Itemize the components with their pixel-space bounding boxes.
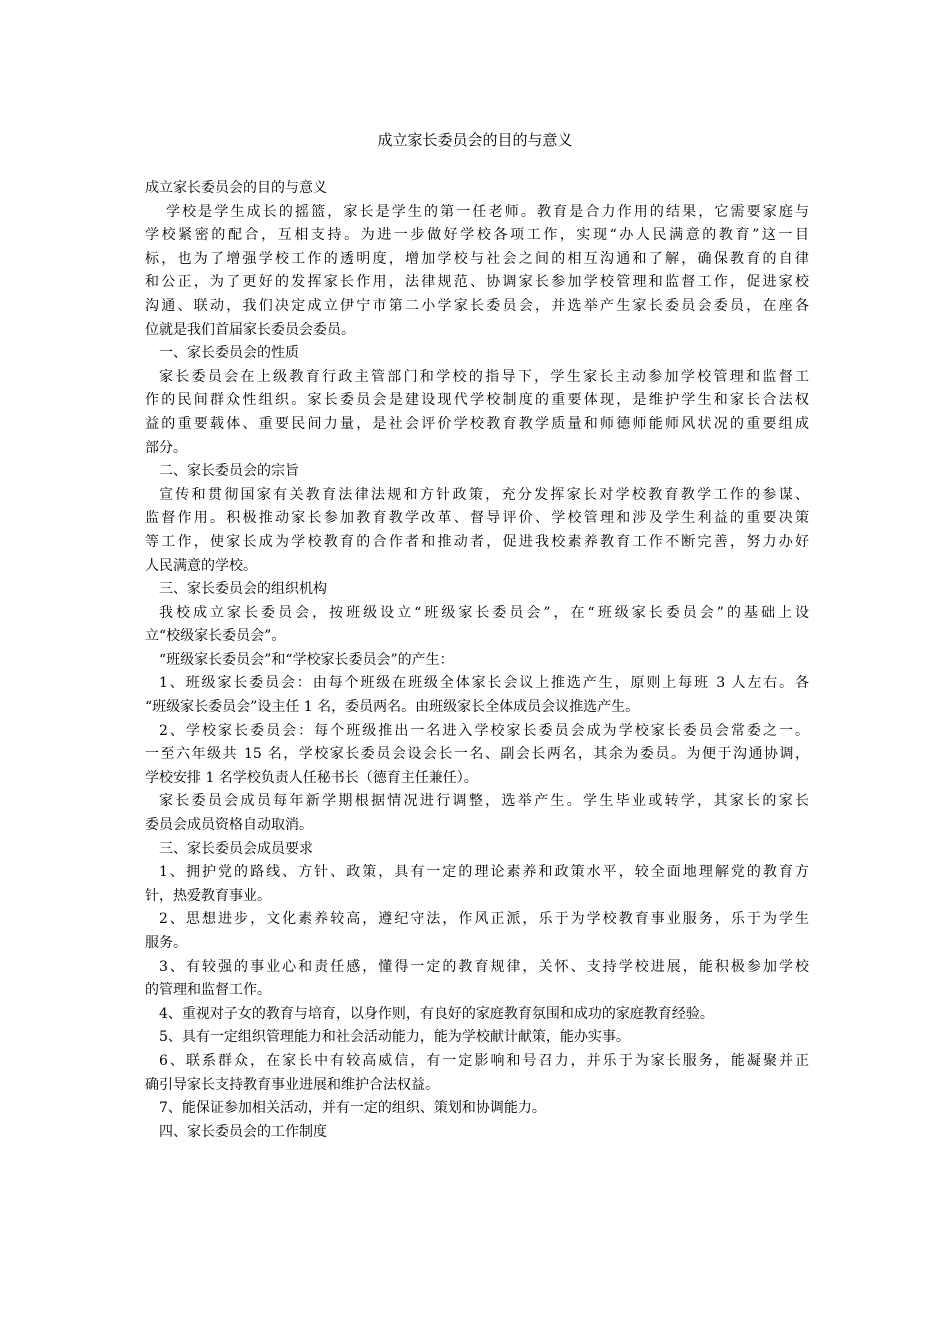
text-line: 部分。	[145, 439, 187, 456]
text-line: 服务。	[145, 935, 187, 951]
text-line: 二、家长委员会的宗旨	[159, 463, 299, 480]
text-line: “班级家长委员会”设主任 1 名，委员两名。由班级家长全体成员会议推选产生。	[145, 699, 640, 716]
text-line: 学校安排 1 名学校负责人任秘书长（德育主任兼任）。	[145, 769, 478, 786]
text-line: 作的民间群众性组织。家长委员会是建设现代学校制度的重要体现，是维护学生和家长合法权	[145, 392, 809, 409]
text-line: 委员会成员资格自动取消。	[145, 817, 313, 834]
text-line: 成立家长委员会的目的与意义	[145, 180, 327, 196]
text-line: 一至六年级共 15 名，学校家长委员会设会长一名、副会长两名，其余为委员。为便于沟通协调，	[145, 746, 809, 763]
text-line: 我校成立家长委员会，按班级设立“班级家长委员会”，在“班级家长委员会”的基础上设	[159, 604, 809, 621]
text-line: 学校紧密的配合，互相支持。为进一步做好学校各项工作，实现“办人民满意的教育”这一目	[145, 227, 809, 244]
text-line: 人民满意的学校。	[145, 557, 257, 574]
text-line: 针，热爱教育事业。	[145, 887, 271, 904]
text-line: 一、家长委员会的性质	[159, 345, 299, 362]
text-line: “班级家长委员会”和“学校家长委员会”的产生：	[159, 651, 454, 668]
text-line: 标，也为了增强学校工作的透明度，增加学校与社会之间的相互沟通和了解，确保教育的自律	[145, 250, 809, 267]
text-line: 益的重要载体、重要民间力量，是社会评价学校教育教学质量和师德师能师风状况的重要组成	[145, 415, 809, 432]
text-line: 2、思想进步，文化素养较高，遵纪守法，作风正派，乐于为学校教育事业服务，乐于为学生	[159, 911, 809, 928]
text-line: 的管理和监督工作。	[145, 982, 271, 999]
text-line: 和公正，为了更好的发挥家长作用，法律规范、协调家长参加学校管理和监督工作，促进家校	[145, 274, 809, 291]
text-line: 5、具有一定组织管理能力和社会活动能力，能为学校献计献策，能办实事。	[159, 1029, 630, 1046]
text-line: 三、家长委员会的组织机构	[159, 581, 327, 598]
text-line: 等工作，使家长成为学校教育的合作者和推动者，促进我校素养教育工作不断完善，努力办好	[145, 533, 809, 550]
text-line: 3、有较强的事业心和责任感，懂得一定的教育规律，关怀、支持学校进展，能积极参加学校	[159, 958, 809, 975]
text-line: 监督作用。积极推动家长参加教育教学改革、督导评价、学校管理和涉及学生利益的重要决策	[145, 510, 809, 527]
text-line: 家长委员会成员每年新学期根据情况进行调整，选举产生。学生毕业或转学，其家长的家长	[159, 793, 809, 810]
text-line: 确引导家长支持教育事业进展和维护合法权益。	[145, 1076, 439, 1093]
text-line: 7、能保证参加相关活动，并有一定的组织、策划和协调能力。	[159, 1100, 546, 1117]
text-line: 学校是学生成长的摇篮，家长是学生的第一任老师。教育是合力作用的结果，它需要家庭与	[166, 203, 809, 220]
text-line: 四、家长委员会的工作制度	[159, 1123, 327, 1140]
text-line: 1、拥护党的路线、方针、政策，具有一定的理论素养和政策水平，较全面地理解党的教育方	[159, 864, 809, 881]
text-line: 6、联系群众，在家长中有较高威信，有一定影响和号召力，并乐于为家长服务，能凝聚并正	[159, 1052, 809, 1069]
text-line: 家长委员会在上级教育行政主管部门和学校的指导下，学生家长主动参加学校管理和监督工	[159, 368, 809, 385]
text-line: 三、家长委员会成员要求	[159, 840, 313, 857]
text-line: 立“校级家长委员会”。	[145, 628, 286, 645]
document-body	[145, 177, 809, 1144]
text-line: 位就是我们首届家长委员会委员。	[145, 321, 355, 338]
text-line: 1、班级家长委员会：由每个班级在班级全体家长会议上推选产生，原则上每班 3 人左右。各	[159, 675, 809, 692]
text-line: 4、重视对子女的教育与培育，以身作则，有良好的家庭教育氛围和成功的家庭教育经验。	[159, 1005, 714, 1022]
text-line: 2、学校家长委员会：每个班级推出一名进入学校家长委员会成为学校家长委员会常委之一。	[159, 722, 809, 739]
text-line: 宣传和贯彻国家有关教育法律法规和方针政策，充分发挥家长对学校教育教学工作的参谋、	[159, 486, 809, 503]
document-title: 成立家长委员会的目的与意义	[377, 131, 573, 149]
text-line: 沟通、联动，我们决定成立伊宁市第二小学家长委员会，并选举产生家长委员会委员，在座各	[145, 297, 809, 314]
